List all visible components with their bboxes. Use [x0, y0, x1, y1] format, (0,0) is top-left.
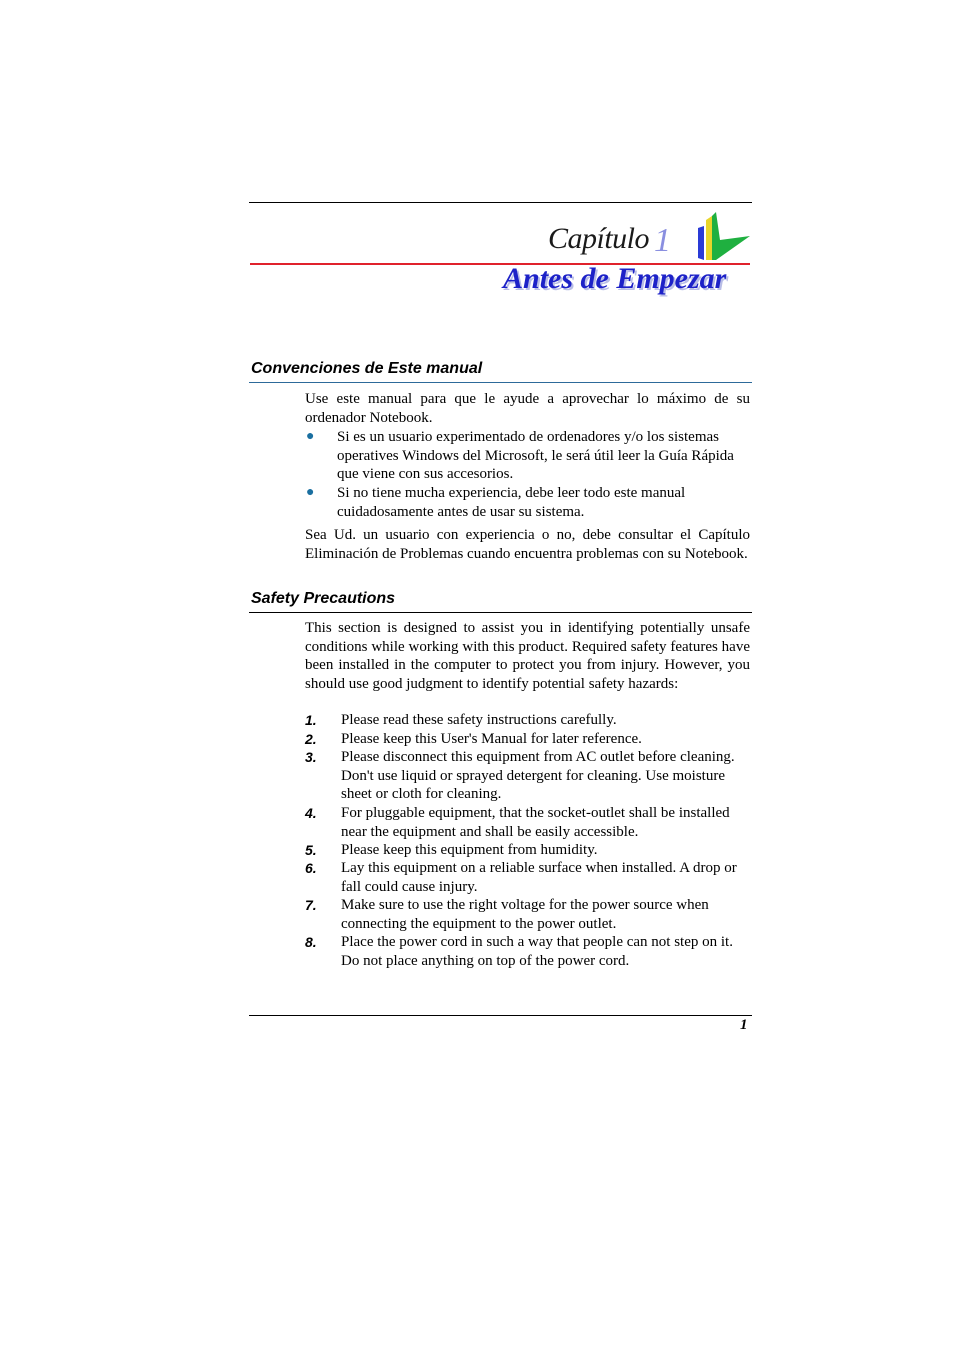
chapter-number: 1	[654, 222, 671, 259]
item-number: 2.	[305, 731, 317, 747]
section-closing: Sea Ud. un usuario con experiencia o no, debe consultar el Capítulo Eliminación de Problemas cuando encuentra problemas con su Notebook.	[305, 527, 750, 562]
section-intro: This section is designed to assist you in identifying potentially unsafe conditions while working with this product. Required safety features have been installed in the computer to protect you from injury. However, you should use good judgment to identify potential safety hazards:	[305, 620, 750, 692]
list-item: Please disconnect this equipment from AC outlet before cleaning. Don't use liquid or sprayed detergent for cleaning. Use moisture sheet or cloth for cleaning.	[341, 749, 735, 802]
list-item: Lay this equipment on a reliable surface when installed. A drop or fall could cause injury.	[341, 860, 737, 895]
list-item: For pluggable equipment, that the socket-outlet shall be installed near the equipment and shall be easily accessible.	[341, 805, 730, 840]
bullet-item: Si es un usuario experimentado de ordenadores y/o los sistemas operatives Windows del Microsoft, le será útil leer la Guía Rápida que viene con sus accesorios.	[337, 429, 734, 482]
bullet-icon: ●	[306, 429, 315, 444]
item-number: 6.	[305, 860, 317, 876]
item-number: 7.	[305, 897, 317, 913]
section-rule	[249, 382, 752, 383]
bullet-icon: ●	[306, 485, 315, 500]
section-heading-safety: Safety Precautions	[251, 590, 396, 607]
footer-rule	[249, 1015, 752, 1016]
section-rule	[249, 612, 752, 613]
bullet-item: Si no tiene mucha experiencia, debe leer todo este manual cuidadosamente antes de usar su sistema.	[337, 485, 686, 520]
item-number: 8.	[305, 934, 317, 950]
section-intro: Use este manual para que le ayude a aprovechar lo máximo de su ordenador Notebook.	[305, 391, 750, 426]
chapter-logo-icon	[694, 210, 752, 262]
header-top-rule	[249, 202, 752, 203]
list-item: Make sure to use the right voltage for the power source when connecting the equipment to the power outlet.	[341, 897, 709, 932]
section-heading-convenciones: Convenciones de Este manual	[251, 360, 483, 377]
list-item: Please read these safety instructions carefully.	[341, 712, 617, 728]
item-number: 5.	[305, 842, 317, 858]
chapter-title: Antes de Empezar	[503, 262, 727, 295]
list-item: Place the power cord in such a way that people can not step on it. Do not place anything on top of the power cord.	[341, 934, 733, 969]
chapter-label: Capítulo	[548, 222, 650, 255]
list-item: Please keep this equipment from humidity.	[341, 842, 598, 858]
item-number: 1.	[305, 712, 317, 728]
list-item: Please keep this User's Manual for later reference.	[341, 731, 642, 747]
page-number: 1	[740, 1017, 748, 1033]
item-number: 3.	[305, 749, 317, 765]
item-number: 4.	[305, 805, 317, 821]
